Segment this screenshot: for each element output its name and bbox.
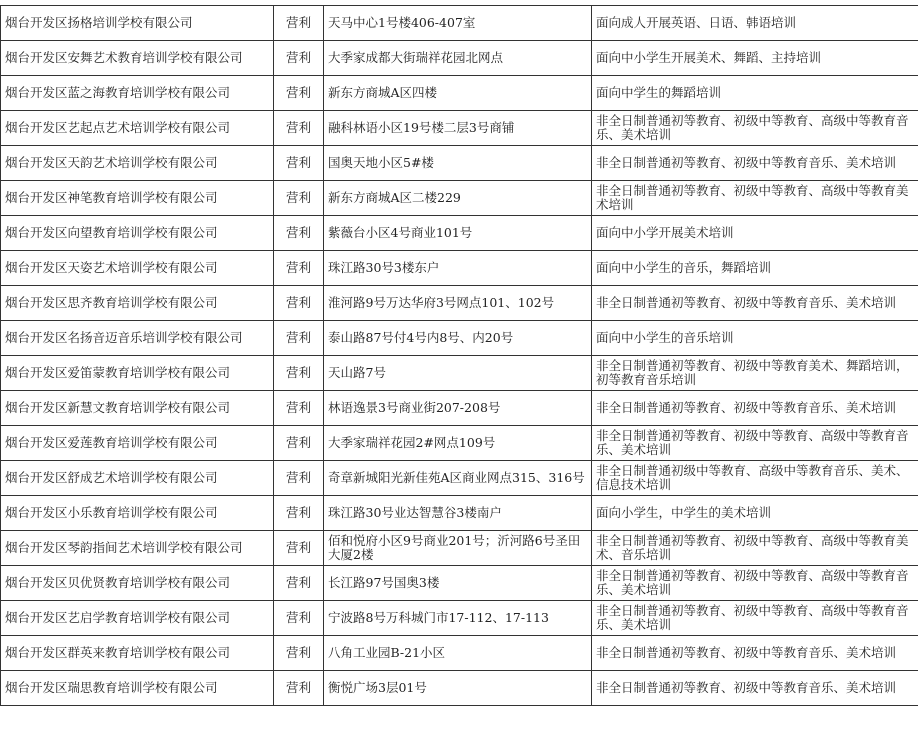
school-name-cell: 烟台开发区舒成艺术培训学校有限公司 bbox=[1, 461, 274, 496]
training-scope-cell: 非全日制普通初等教育、初级中等教育、高级中等教育音乐、美术培训 bbox=[592, 601, 918, 636]
nature-cell: 营利 bbox=[274, 566, 324, 601]
training-scope-cell: 非全日制普通初等教育、初级中等教育音乐、美术培训 bbox=[592, 671, 918, 706]
nature-cell: 营利 bbox=[274, 216, 324, 251]
table-row bbox=[1, 146, 918, 181]
training-scope-cell: 面向中小学开展美术培训 bbox=[592, 216, 918, 251]
training-scope-cell: 非全日制普通初等教育、初级中等教育音乐、美术培训 bbox=[592, 391, 918, 426]
nature-cell: 营利 bbox=[274, 321, 324, 356]
table-row bbox=[1, 76, 918, 111]
school-name-cell: 烟台开发区向望教育培训学校有限公司 bbox=[1, 216, 274, 251]
nature-cell: 营利 bbox=[274, 76, 324, 111]
address-cell: 大季家成都大街瑞祥花园北网点 bbox=[324, 41, 592, 76]
school-name-cell: 烟台开发区思齐教育培训学校有限公司 bbox=[1, 286, 274, 321]
school-name-cell: 烟台开发区爱莲教育培训学校有限公司 bbox=[1, 426, 274, 461]
school-name-cell: 烟台开发区爱笛蒙教育培训学校有限公司 bbox=[1, 356, 274, 391]
school-name-cell: 烟台开发区新慧文教育培训学校有限公司 bbox=[1, 391, 274, 426]
school-name-cell: 烟台开发区蓝之海教育培训学校有限公司 bbox=[1, 76, 274, 111]
address-cell: 八角工业园B-21小区 bbox=[324, 636, 592, 671]
nature-cell: 营利 bbox=[274, 286, 324, 321]
school-name-cell: 烟台开发区贝优贤教育培训学校有限公司 bbox=[1, 566, 274, 601]
training-scope-cell: 面向中小学生的音乐，舞蹈培训 bbox=[592, 251, 918, 286]
nature-cell: 营利 bbox=[274, 461, 324, 496]
table-row bbox=[1, 496, 918, 531]
table-row bbox=[1, 636, 918, 671]
training-scope-cell: 非全日制普通初等教育、初级中等教育、高级中等教育音乐、美术培训 bbox=[592, 566, 918, 601]
training-scope-cell: 非全日制普通初等教育、初级中等教育美术、舞蹈培训，初等教育音乐培训 bbox=[592, 356, 918, 391]
nature-cell: 营利 bbox=[274, 146, 324, 181]
nature-cell: 营利 bbox=[274, 496, 324, 531]
training-scope-cell: 非全日制普通初级中等教育、高级中等教育音乐、美术、信息技术培训 bbox=[592, 461, 918, 496]
address-cell: 衡悦广场3层01号 bbox=[324, 671, 592, 706]
school-name-cell: 烟台开发区琴韵指间艺术培训学校有限公司 bbox=[1, 531, 274, 566]
training-scope-cell: 非全日制普通初等教育、初级中等教育、高级中等教育美术培训 bbox=[592, 181, 918, 216]
address-cell: 紫薇台小区4号商业101号 bbox=[324, 216, 592, 251]
table-row bbox=[1, 111, 918, 146]
table-row bbox=[1, 531, 918, 566]
school-name-cell: 烟台开发区天韵艺术培训学校有限公司 bbox=[1, 146, 274, 181]
nature-cell: 营利 bbox=[274, 636, 324, 671]
address-cell: 大季家瑞祥花园2#网点109号 bbox=[324, 426, 592, 461]
table-row bbox=[1, 216, 918, 251]
nature-cell: 营利 bbox=[274, 356, 324, 391]
training-scope-cell: 非全日制普通初等教育、初级中等教育音乐、美术培训 bbox=[592, 636, 918, 671]
school-name-cell: 烟台开发区瑞思教育培训学校有限公司 bbox=[1, 671, 274, 706]
nature-cell: 营利 bbox=[274, 531, 324, 566]
address-cell: 长江路97号国奥3楼 bbox=[324, 566, 592, 601]
table-row bbox=[1, 181, 918, 216]
training-scope-cell: 非全日制普通初等教育、初级中等教育、高级中等教育美术、音乐培训 bbox=[592, 531, 918, 566]
address-cell: 新东方商城A区四楼 bbox=[324, 76, 592, 111]
table-row bbox=[1, 251, 918, 286]
table-row bbox=[1, 356, 918, 391]
school-name-cell: 烟台开发区艺起点艺术培训学校有限公司 bbox=[1, 111, 274, 146]
nature-cell: 营利 bbox=[274, 251, 324, 286]
nature-cell: 营利 bbox=[274, 111, 324, 146]
table-row bbox=[1, 321, 918, 356]
training-scope-cell: 面向中小学生开展美术、舞蹈、主持培训 bbox=[592, 41, 918, 76]
training-scope-cell: 面向中学生的舞蹈培训 bbox=[592, 76, 918, 111]
table-row bbox=[1, 426, 918, 461]
table-row bbox=[1, 461, 918, 496]
table-row bbox=[1, 6, 918, 41]
table-row bbox=[1, 41, 918, 76]
table-row bbox=[1, 391, 918, 426]
nature-cell: 营利 bbox=[274, 391, 324, 426]
address-cell: 融科林语小区19号楼二层3号商铺 bbox=[324, 111, 592, 146]
school-name-cell: 烟台开发区群英来教育培训学校有限公司 bbox=[1, 636, 274, 671]
school-name-cell: 烟台开发区神笔教育培训学校有限公司 bbox=[1, 181, 274, 216]
address-cell: 天马中心1号楼406-407室 bbox=[324, 6, 592, 41]
table-row bbox=[1, 286, 918, 321]
school-name-cell: 烟台开发区艺启学教育培训学校有限公司 bbox=[1, 601, 274, 636]
nature-cell: 营利 bbox=[274, 181, 324, 216]
address-cell: 宁波路8号万科城门市17-112、17-113 bbox=[324, 601, 592, 636]
address-cell: 新东方商城A区二楼229 bbox=[324, 181, 592, 216]
school-list-body bbox=[1, 6, 918, 706]
training-scope-cell: 非全日制普通初等教育、初级中等教育、高级中等教育音乐、美术培训 bbox=[592, 426, 918, 461]
address-cell: 珠江路30号业达智慧谷3楼南户 bbox=[324, 496, 592, 531]
school-name-cell: 烟台开发区小乐教育培训学校有限公司 bbox=[1, 496, 274, 531]
table-row bbox=[1, 601, 918, 636]
school-name-cell: 烟台开发区名扬音迈音乐培训学校有限公司 bbox=[1, 321, 274, 356]
nature-cell: 营利 bbox=[274, 426, 324, 461]
school-name-cell: 烟台开发区天姿艺术培训学校有限公司 bbox=[1, 251, 274, 286]
address-cell: 淮河路9号万达华府3号网点101、102号 bbox=[324, 286, 592, 321]
nature-cell: 营利 bbox=[274, 671, 324, 706]
nature-cell: 营利 bbox=[274, 601, 324, 636]
nature-cell: 营利 bbox=[274, 41, 324, 76]
address-cell: 珠江路30号3楼东户 bbox=[324, 251, 592, 286]
address-cell: 国奥天地小区5#楼 bbox=[324, 146, 592, 181]
table-row bbox=[1, 671, 918, 706]
address-cell: 天山路7号 bbox=[324, 356, 592, 391]
school-list-table bbox=[0, 5, 918, 706]
training-scope-cell: 面向成人开展英语、日语、韩语培训 bbox=[592, 6, 918, 41]
training-scope-cell: 面向中小学生的音乐培训 bbox=[592, 321, 918, 356]
address-cell: 奇章新城阳光新佳苑A区商业网点315、316号 bbox=[324, 461, 592, 496]
training-scope-cell: 非全日制普通初等教育、初级中等教育音乐、美术培训 bbox=[592, 286, 918, 321]
training-scope-cell: 面向小学生，中学生的美术培训 bbox=[592, 496, 918, 531]
school-name-cell: 烟台开发区扬格培训学校有限公司 bbox=[1, 6, 274, 41]
address-cell: 泰山路87号付4号内8号、内20号 bbox=[324, 321, 592, 356]
school-name-cell: 烟台开发区安舞艺术教育培训学校有限公司 bbox=[1, 41, 274, 76]
training-scope-cell: 非全日制普通初等教育、初级中等教育音乐、美术培训 bbox=[592, 146, 918, 181]
table-row bbox=[1, 566, 918, 601]
nature-cell: 营利 bbox=[274, 6, 324, 41]
address-cell: 佰和悦府小区9号商业201号；沂河路6号圣田大厦2楼 bbox=[324, 531, 592, 566]
training-scope-cell: 非全日制普通初等教育、初级中等教育、高级中等教育音乐、美术培训 bbox=[592, 111, 918, 146]
address-cell: 林语逸景3号商业街207-208号 bbox=[324, 391, 592, 426]
